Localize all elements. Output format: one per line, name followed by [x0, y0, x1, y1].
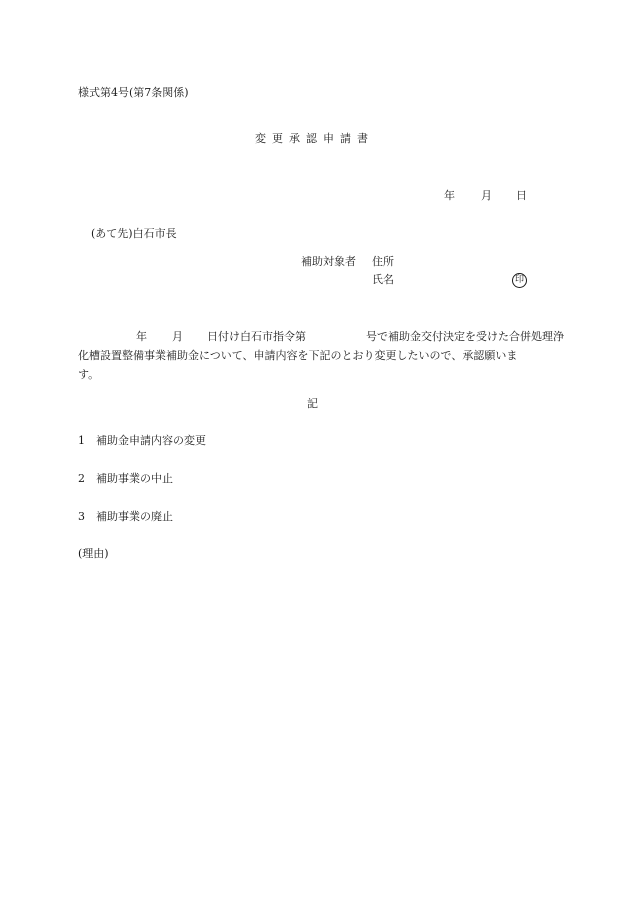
item-number: 3 — [78, 510, 85, 523]
item-label: 補助事業の中止 — [96, 472, 173, 485]
applicant-label: 補助対象者 — [301, 255, 356, 268]
body-line1-text: 日付け白石市指令第 — [207, 330, 306, 343]
body-year-label: 年 — [136, 330, 147, 343]
reason-label: (理由) — [78, 547, 109, 560]
document-title: 変更承認申請書 — [255, 132, 374, 145]
list-item — [78, 434, 206, 448]
date-month-label: 月 — [481, 189, 492, 202]
body-line2: 化槽設置整備事業補助金について、申請内容を下記のとおり変更したいので、承認願いま — [78, 349, 518, 362]
item-label: 補助事業の廃止 — [96, 510, 173, 523]
body-line1-tail: 号で補助金交付決定を受けた合併処理浄 — [366, 330, 564, 343]
seal-mark: 印 — [512, 273, 527, 288]
name-label: 氏名 — [372, 273, 394, 286]
list-item — [78, 472, 173, 486]
item-label: 補助金申請内容の変更 — [96, 434, 206, 447]
form-number: 様式第4号(第7条関係) — [78, 86, 189, 99]
item-number: 1 — [78, 434, 85, 447]
list-item — [78, 510, 173, 524]
addressee: (あて先)白石市長 — [91, 227, 177, 240]
date-day-label: 日 — [516, 189, 527, 202]
body-line3: す。 — [78, 368, 100, 381]
item-number: 2 — [78, 472, 85, 485]
body-month-label: 月 — [172, 330, 183, 343]
ki-heading: 記 — [307, 397, 318, 410]
date-year-label: 年 — [444, 189, 455, 202]
address-label: 住所 — [372, 255, 394, 268]
